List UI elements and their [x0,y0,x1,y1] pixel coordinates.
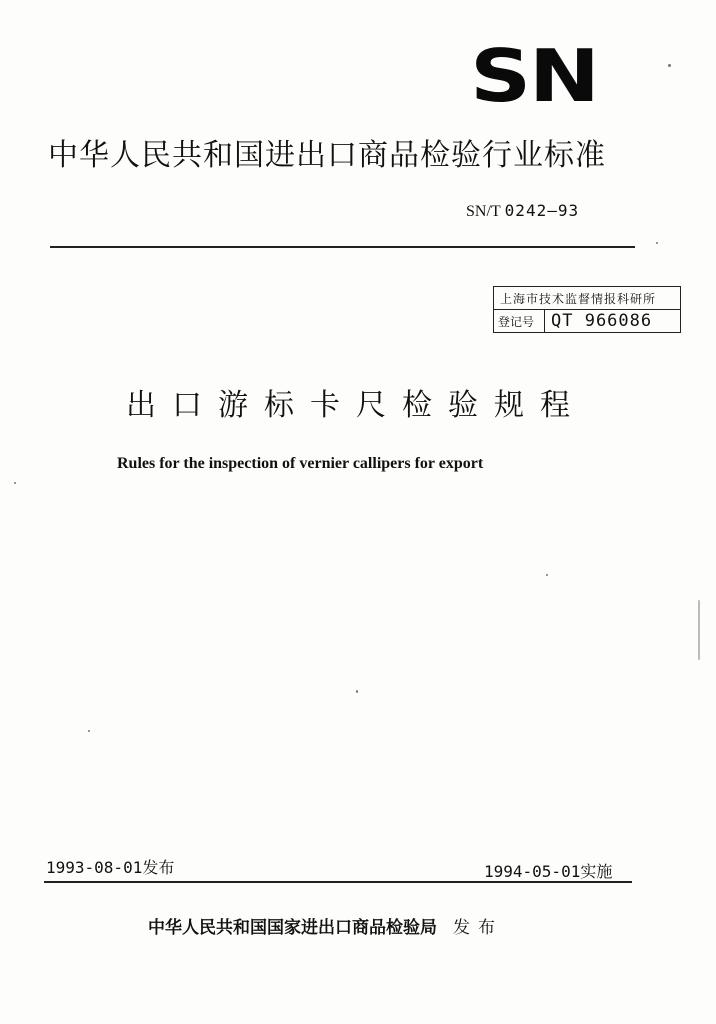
scan-speck [668,64,671,67]
implementation-date: 1994-05-01实施 [484,862,613,881]
stamp-registration-number: QT 966086 [551,311,653,331]
scan-speck [656,242,658,244]
stamp-organization: 上海市技术监督情报科研所 [500,291,657,306]
issuer-action: 发布 [453,918,503,938]
stamp-registration-row [494,309,680,332]
registration-stamp [493,286,681,333]
document-title-chinese: 出口游标卡尺检验规程 [126,388,586,423]
scan-speck [546,574,548,576]
issuer-name: 中华人民共和国国家进出口商品检验局 [148,918,437,938]
standard-prefix: SN/T [466,203,501,220]
header-divider-line [50,246,635,248]
scan-speck [698,600,700,660]
standard-category-heading: 中华人民共和国进出口商品检验行业标准 [48,138,606,173]
scan-speck [356,690,358,693]
standard-number [466,200,579,223]
sn-logo: SN [470,34,598,118]
standard-code: 0242—93 [504,201,580,220]
footer-divider-line [44,881,632,883]
issuing-authority [148,916,503,940]
scan-speck [14,482,16,484]
stamp-label: 登记号 [494,310,545,332]
issue-date: 1993-08-01发布 [46,858,175,877]
scan-speck [88,730,90,732]
document-title-english: Rules for the inspection of vernier callipers for export [117,455,484,472]
